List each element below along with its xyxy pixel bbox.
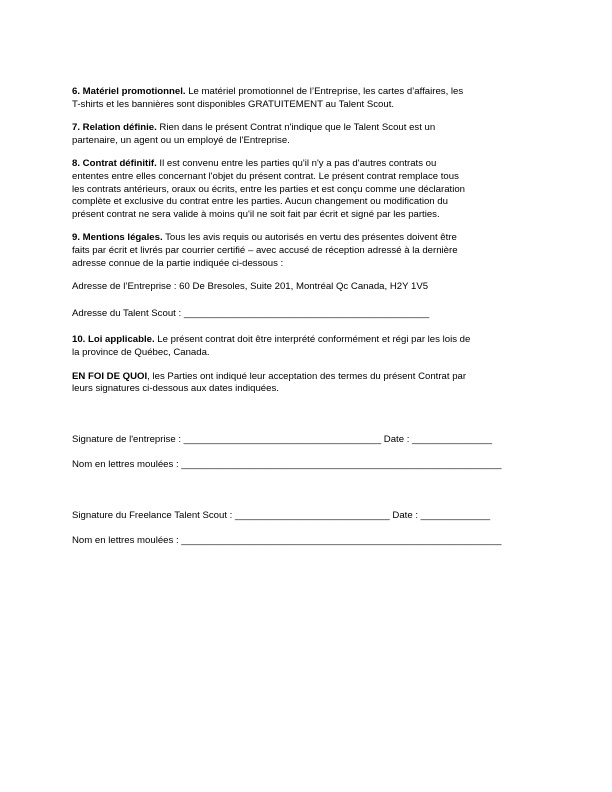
section-8-heading: 8. Contrat définitif.	[72, 158, 157, 170]
witness-line-2: leurs signatures ci-dessous aux dates indiquées.	[72, 383, 279, 395]
section-7-line-2: partenaire, un agent ou un employé de l'Entreprise.	[72, 134, 290, 146]
company-signature-block	[72, 434, 542, 472]
section-10-heading: 10. Loi applicable.	[72, 334, 155, 346]
section-6-line-1: 6. Matériel promotionnel. Le matériel promotionnel de l’Entreprise, les cartes d’affaires, les	[72, 86, 464, 97]
section-10-line-2: la province de Québec, Canada.	[72, 346, 210, 358]
talent-scout-address-field[interactable]: Adresse du Talent Scout : ______________________________________________	[72, 307, 430, 319]
witness-line-1: EN FOI DE QUOI, les Parties ont indiqué leur acceptation des termes du présent Contrat par	[72, 370, 467, 382]
section-7-line-1: 7. Relation définie. Rien dans le présent Contrat n'indique que le Talent Scout est un	[72, 122, 436, 134]
section-9-heading: 9. Mentions légales.	[72, 232, 163, 244]
company-address: Adresse de l’Entreprise : 60 De Bresoles, Suite 201, Montréal Qc Canada, H2Y 1V5	[72, 281, 429, 293]
section-9-line-1: 9. Mentions légales. Tous les avis requis ou autorisés en vertu des présentes doivent être	[72, 232, 457, 244]
section-10-line-1: 10. Loi applicable. Le présent contrat doit être interprété conformément et régi par les lois de	[72, 334, 471, 346]
section-8-line-1: 8. Contrat définitif. Il est convenu entre les parties qu'il n'y a pas d'autres contrats ou	[72, 158, 437, 170]
section-8-final-contract	[72, 158, 542, 221]
witness-clause	[72, 371, 542, 396]
company-printed-name-field[interactable]: Nom en lettres moulées : ____________________________________________________________	[72, 459, 502, 471]
section-7-defined-relationship	[72, 122, 542, 147]
section-9-legal-notices	[72, 232, 542, 270]
section-8-line-4: complète et exclusive du contrat entre les parties. Aucun changement ou modification du	[72, 196, 448, 208]
section-6-promotional-material	[72, 86, 542, 111]
section-9-line-3: adresse connue de la partie indiquée ci-dessous :	[72, 257, 284, 269]
section-6-heading: 6. Matériel promotionnel.	[72, 86, 186, 97]
section-10-applicable-law	[72, 334, 542, 359]
contract-page	[72, 86, 542, 561]
section-8-line-2: ententes entre elles concernant l'objet du présent contrat. Le présent contrat remplace tous	[72, 170, 459, 182]
scout-signature-field[interactable]: Signature du Freelance Talent Scout : _____________________________ Date : _____________	[72, 509, 491, 521]
section-6-line-2: T-shirts et les bannières sont disponibles GRATUITEMENT au Talent Scout.	[72, 98, 395, 110]
section-8-line-3: les contrats antérieurs, oraux ou écrits, entre les parties et est conçu comme une déclaration	[72, 183, 466, 195]
scout-signature-block	[72, 510, 542, 548]
section-8-line-5: présent contrat ne sera valide à moins qu'il ne soit fait par écrit et signé par les parties.	[72, 208, 440, 220]
section-9-line-2: faits par écrit et livrés par courrier certifié – avec accusé de réception adressé à la dernière	[72, 244, 458, 256]
company-signature-field[interactable]: Signature de l'entreprise : _____________________________________ Date : _______________	[72, 433, 493, 445]
section-7-heading: 7. Relation définie.	[72, 122, 157, 134]
scout-printed-name-field[interactable]: Nom en lettres moulées : ____________________________________________________________	[72, 535, 502, 547]
witness-heading: EN FOI DE QUOI	[72, 370, 148, 382]
